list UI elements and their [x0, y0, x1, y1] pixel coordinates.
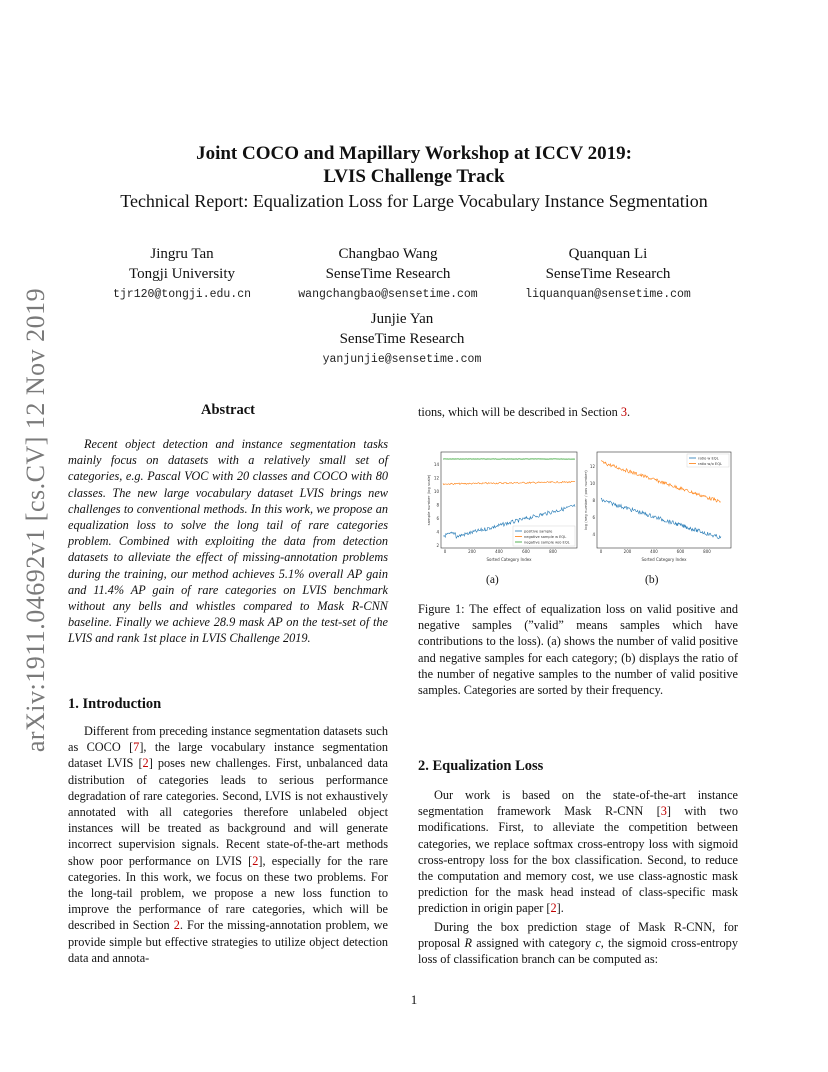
section2-body [418, 787, 738, 969]
tick-label: 12 [589, 464, 595, 469]
intro-body: Different from preceding instance segmentation datasets such as COCO [7], the large vocabulary instance segmentation dataset LVIS [2] poses new challenges. First, unbalanced data distribution of categories leads to serious performance degradation of rare categories. Second, LVIS is not exhaustively annotated with all categories therefore unlabeled object instances will be treated as background and will generate incorrect supervision signals. Recent state-of-the-art methods show poor performance on LVIS [2], especially for the rare categories. In this work, we focus on these two problems. For the long-tail problem, we propose a new loss function to improve the performance of rare categories, which will be described in Section 2. For the missing-annotation problem, we provide simple but effective strategies to utilize object detection data and annota- [68, 724, 389, 965]
legend-label: ratio w/o EQL [698, 461, 723, 466]
subfigure-label-b: (b) [645, 574, 659, 586]
author-affiliation: SenseTime Research [325, 266, 451, 282]
tick-label: 0 [443, 549, 447, 554]
legend-label: negative sample w EQL [524, 534, 567, 539]
author-name: Jingru Tan [150, 246, 214, 262]
abstract-body: Recent object detection and instance segmentation tasks mainly focus on datasets with a relatively small set of categories, e.g. Pascal VOC with 20 classes and COCO with 80 classes. The new large vocabulary dataset LVIS brings new challenges to conventional methods. In this work, we propose an equalization loss to solve the long tail of rare categories problem. Combined with exploiting the data from detection datasets to alleviate the effect of missing-annotation problems during the training, our method achieves 5.1% overall AP gain and 11.4% AP gain of rare categories on LVIS benchmark without any bells and whistles compared to Mask R-CNN baseline. Finally we achieve 28.9 mask AP on the test-set of the LVIS and rank 1st place in LVIS Challenge 2019. [68, 437, 388, 646]
legend-label: negative sample w/o EQL [524, 540, 570, 545]
figure-caption: Figure 1: The effect of equalization loss on valid positive and negative samples (”valid” means samples which have contributions to the loss). (a) shows the number of valid positive and negative samples for each category; (b) displays the ratio of the number of negative samples to the number of valid positive samples. Categories are sorted by their frequency. [418, 602, 738, 698]
section-link[interactable]: 3 [620, 405, 628, 419]
tick-label: 6 [436, 516, 439, 521]
figure-1 [425, 448, 735, 590]
tick-label: 600 [522, 549, 530, 554]
tick-label: 10 [589, 481, 595, 486]
citation-link[interactable]: 7 [133, 740, 140, 755]
page-number: 1 [410, 992, 418, 1007]
paper-title-line2: LVIS Challenge Track [323, 166, 505, 187]
section-link[interactable]: 2 [173, 918, 180, 933]
paper-subtitle: Technical Report: Equalization Loss for Large Vocabulary Instance Segmentation [120, 191, 708, 211]
tick-label: 400 [650, 549, 658, 554]
citation-link[interactable]: 2 [252, 853, 259, 868]
paper-title-line1: Joint COCO and Mapillary Workshop at ICCV 2019: [196, 143, 632, 164]
author-affiliation: Tongji University [128, 266, 236, 282]
tick-label: 0 [599, 549, 603, 554]
section2-heading: 2. Equalization Loss [418, 758, 544, 774]
intro-heading: 1. Introduction [68, 696, 162, 712]
panel-a [426, 452, 577, 562]
paragraph: Our work is based on the state-of-the-art instance segmentation framework Mask R-CNN [3] with two modifications. First, to alleviate the competition between categories, we replace softmax cross-entropy loss with sigmoid cross-entropy loss for the box classification. Second, to reduce the computation and memory cost, we use class-agnostic mask prediction for the mask head instead of class-specific mask prediction in origin paper [2]. [418, 788, 738, 916]
author-block [488, 244, 728, 301]
tick-label: 12 [433, 475, 439, 481]
tick-label: 800 [549, 549, 557, 554]
tick-label: 10 [433, 489, 439, 494]
panel-b-ylabel: log (neg number / pos number) [583, 470, 588, 530]
citation-link[interactable]: 2 [142, 756, 149, 771]
legend-label: positive sample [524, 529, 553, 534]
intro-continuation: tions, which will be described in Section 3. [418, 405, 631, 419]
panel-a-xlabel: Sorted Category Index [486, 557, 532, 562]
tick-label: 200 [468, 549, 476, 554]
author-email: liquanquan@sensetime.com [525, 288, 691, 301]
author-block [282, 309, 522, 366]
tick-label: 6 [592, 515, 595, 520]
paragraph: During the box prediction stage of Mask R-CNN, for proposal R assigned with category c, the sigmoid cross-entropy loss of classification branch can be computed as: [418, 919, 738, 967]
subfigure-label-a: (a) [486, 574, 499, 586]
panel-b [583, 452, 731, 562]
tick-label: 600 [676, 549, 685, 554]
legend-label: ratio w EQL [698, 456, 719, 461]
panel-a-ylabel: sample number (log scale) [426, 474, 431, 526]
tick-label: 4 [592, 532, 595, 537]
author-email: wangchangbao@sensetime.com [298, 288, 478, 301]
tick-label: 8 [592, 498, 595, 503]
arxiv-stamp: arXiv:1911.04692v1 [cs.CV] 12 Nov 2019 [21, 287, 50, 753]
tick-label: 400 [495, 549, 503, 554]
author-block [62, 244, 302, 301]
author-block [268, 244, 508, 301]
author-email: tjr120@tongji.edu.cn [112, 288, 252, 301]
tick-label: 8 [436, 502, 439, 508]
tick-label: 2 [436, 543, 439, 548]
author-name: Junjie Yan [370, 311, 434, 327]
author-affiliation: SenseTime Research [339, 331, 465, 347]
citation-link[interactable]: 2 [550, 901, 557, 916]
tick-label: 4 [436, 529, 439, 535]
citation-link[interactable]: 3 [660, 804, 667, 819]
abstract-heading: Abstract [201, 402, 255, 418]
tick-label: 14 [433, 462, 439, 467]
tick-label: 200 [623, 549, 632, 554]
author-name: Changbao Wang [338, 246, 438, 262]
tick-label: 800 [703, 549, 711, 554]
author-email: yanjunjie@sensetime.com [322, 353, 482, 366]
panel-b-xlabel: Sorted Category Index [641, 557, 687, 562]
author-affiliation: SenseTime Research [545, 266, 671, 282]
author-name: Quanquan Li [568, 246, 648, 262]
